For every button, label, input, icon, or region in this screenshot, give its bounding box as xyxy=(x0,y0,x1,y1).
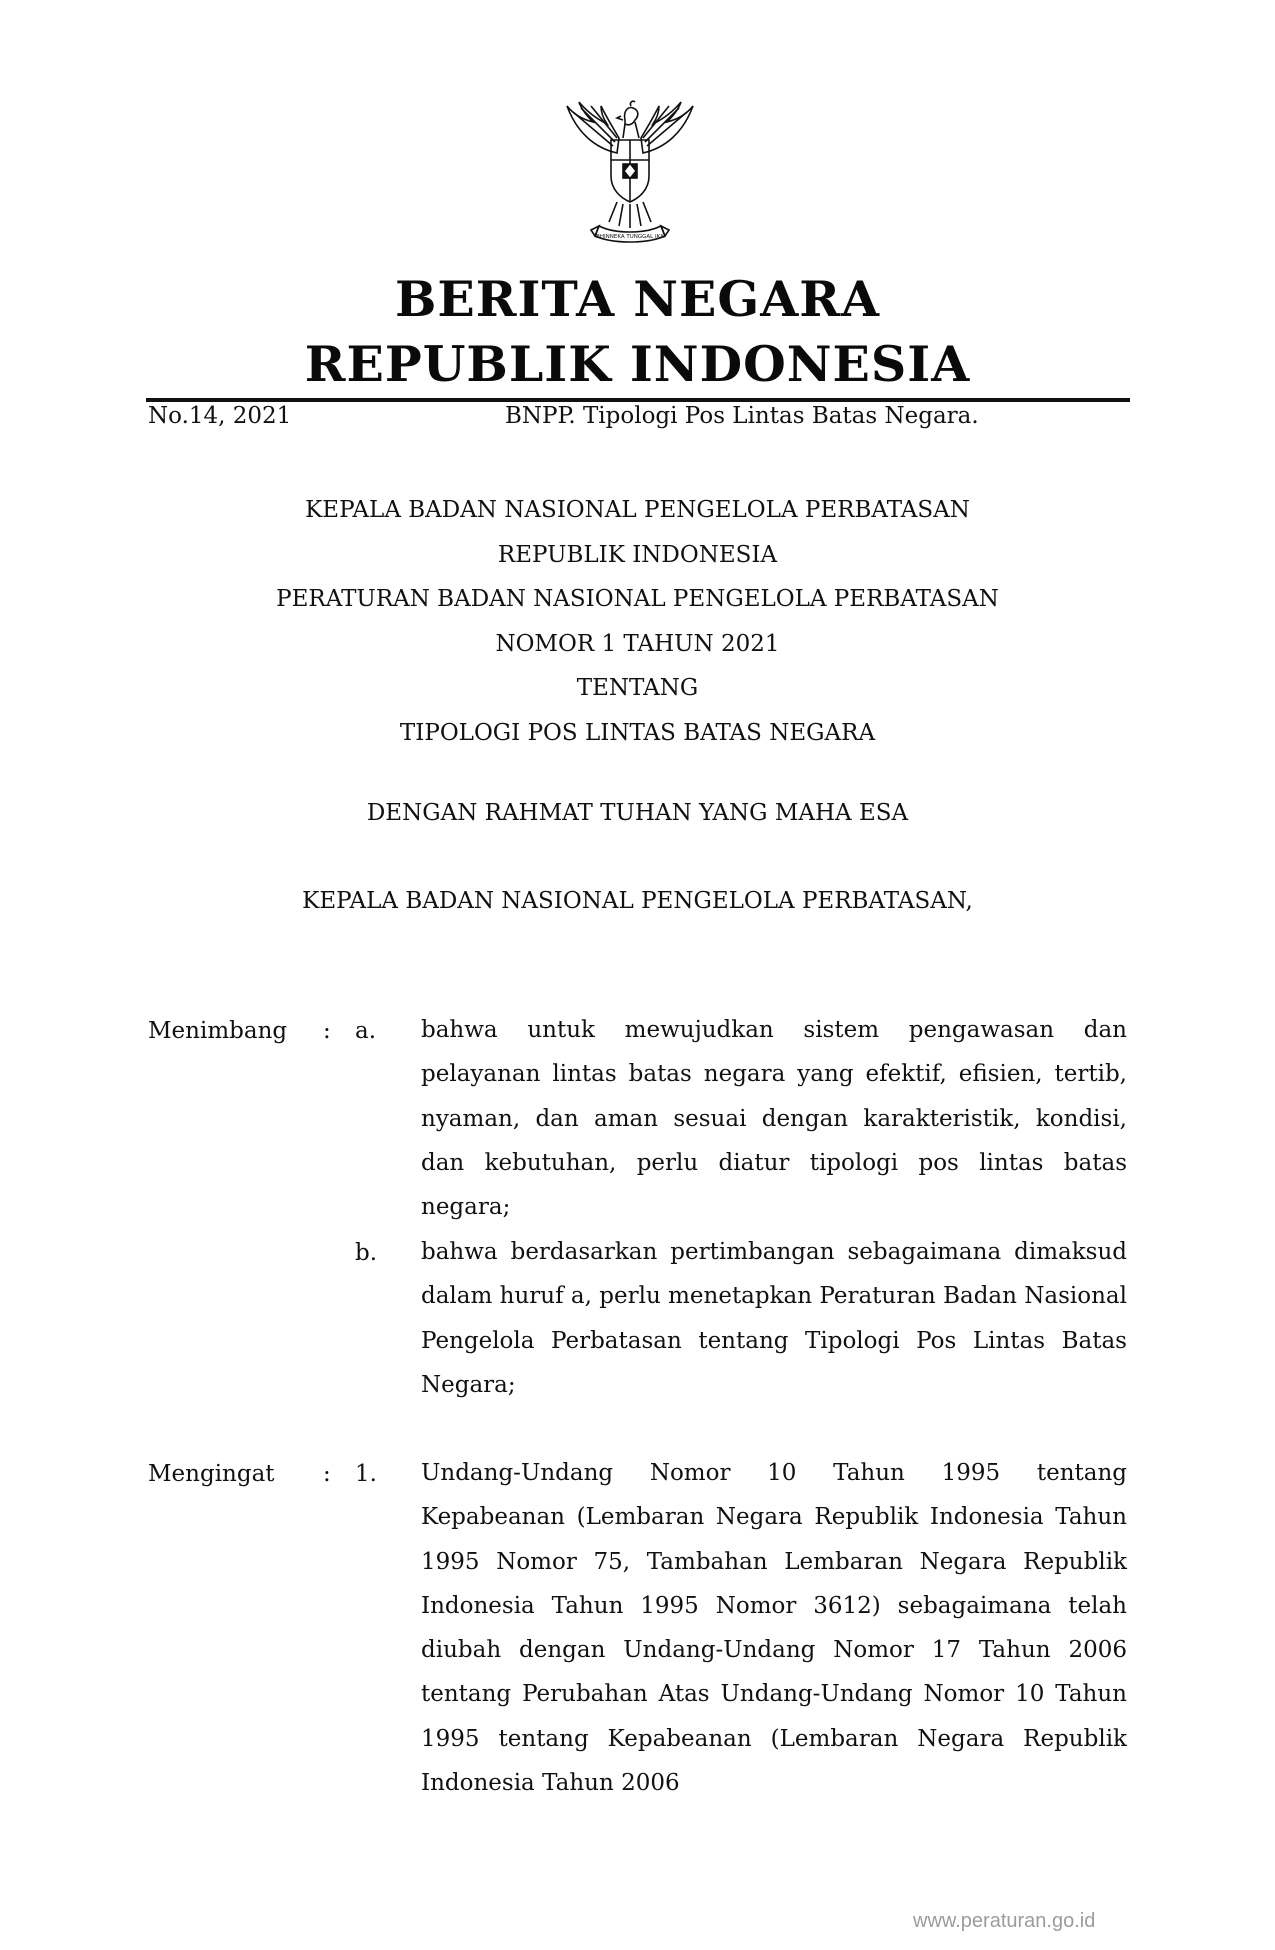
masthead-title: BERITA NEGARA xyxy=(394,270,880,328)
title-line: TENTANG xyxy=(576,675,699,701)
item-marker: a. xyxy=(355,1018,377,1044)
title-line: TIPOLOGI POS LINTAS BATAS NEGARA xyxy=(399,719,876,746)
masthead-divider xyxy=(146,398,1130,402)
issue-number: No.14, 2021 xyxy=(148,403,292,429)
title-line: REPUBLIK INDONESIA xyxy=(497,541,778,568)
title-line: PERATURAN BADAN NASIONAL PENGELOLA PERBATASAN xyxy=(276,586,999,612)
menimbang-item-a: bahwa untuk mewujudkan sistem pengawasan dan pelayanan lintas batas negara yang efektif, efisien, tertib, nyaman, dan aman sesuai dengan karakteristik, kondisi, dan kebutuhan, perlu diatur tipologi pos lintas batas negara; xyxy=(421,1017,1127,1221)
item-marker: b. xyxy=(355,1240,378,1266)
source-watermark: www.peraturan.go.id xyxy=(913,1910,1096,1932)
regulation-title-block xyxy=(0,488,1275,755)
mengingat-item-1: Undang-Undang Nomor 10 Tahun 1995 tentang Kepabeanan (Lembaran Negara Republik Indonesia Tahun 1995 Nomor 75, Tambahan Lembaran Negara Republik Indonesia Tahun 1995 Nomor 3612) sebagaimana telah diubah dengan Undang-Undang Nomor 17 Tahun 2006 tentang Perubahan Atas Undang-Undang Nomor 10 Tahun 1995 tentang Kepabeanan (Lembaran Negara Republik Indonesia Tahun 2006 xyxy=(421,1460,1127,1797)
mengingat-colon: : xyxy=(323,1461,331,1487)
opening-phrase: DENGAN RAHMAT TUHAN YANG MAHA ESA xyxy=(366,800,909,826)
emblem-motto: BHINNEKA TUNGGAL IKA xyxy=(596,234,664,240)
item-marker: 1. xyxy=(355,1461,377,1487)
issue-subject: BNPP. Tipologi Pos Lintas Batas Negara. xyxy=(505,403,979,429)
masthead-subtitle: REPUBLIK INDONESIA xyxy=(304,335,971,393)
title-line: KEPALA BADAN NASIONAL PENGELOLA PERBATASAN xyxy=(305,497,970,523)
menimbang-item-b: bahwa berdasarkan pertimbangan sebagaimana dimaksud dalam huruf a, perlu menetapkan Peraturan Badan Nasional Pengelola Perbatasan tentang Tipologi Pos Lintas Batas Negara; xyxy=(421,1239,1127,1398)
menimbang-label: Menimbang xyxy=(148,1018,288,1044)
mengingat-label: Mengingat xyxy=(148,1461,275,1487)
title-line: NOMOR 1 TAHUN 2021 xyxy=(495,630,780,657)
menimbang-colon: : xyxy=(323,1018,331,1044)
garuda-emblem xyxy=(555,98,705,248)
authority-line: KEPALA BADAN NASIONAL PENGELOLA PERBATASAN, xyxy=(302,888,973,914)
